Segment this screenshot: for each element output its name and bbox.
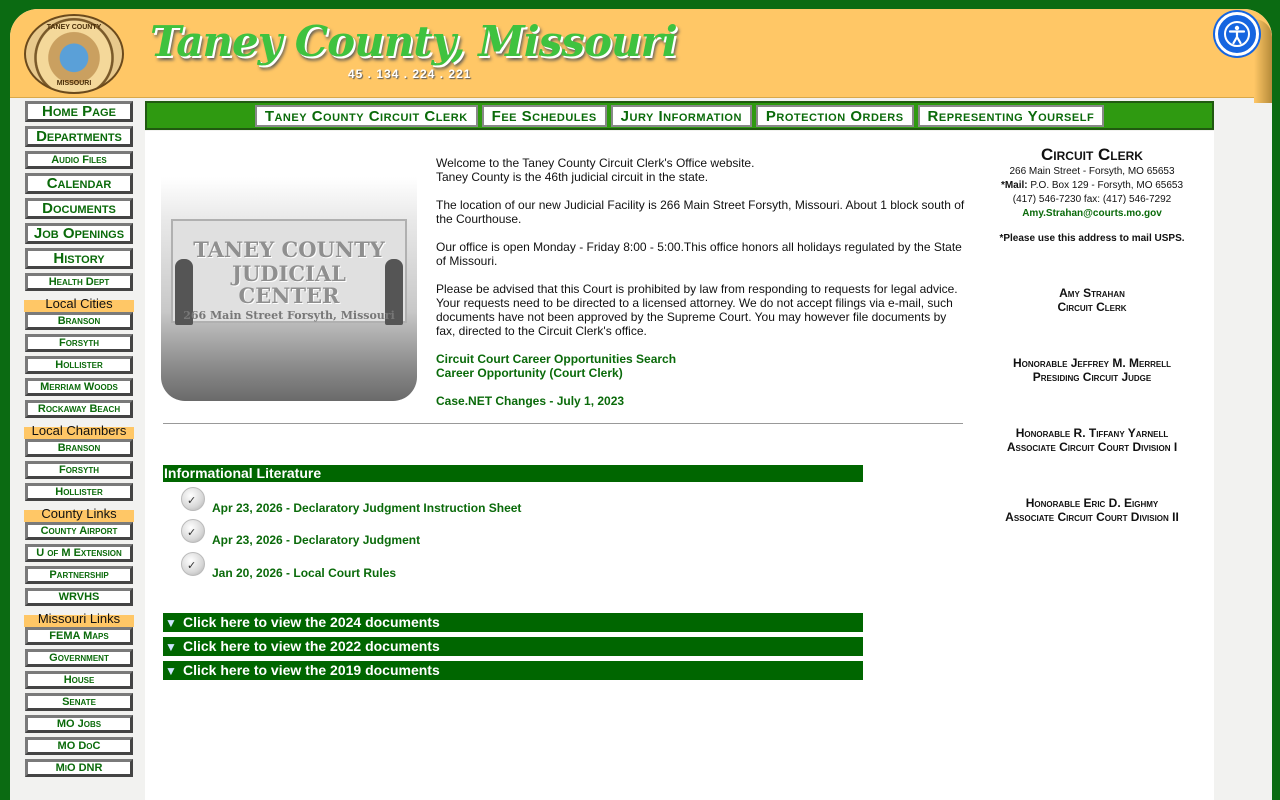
clerk-phone: (417) 546-7230 fax: (417) 546-7292 — [1012, 194, 1172, 205]
clerk-address: 266 Main Street - Forsyth, MO 65653 — [1009, 166, 1175, 177]
nav-city-branson[interactable]: Branson — [25, 312, 133, 330]
nav-city-rockaway-beach[interactable]: Rockaway Beach — [25, 400, 133, 418]
docs-2024-toggle[interactable]: ▼ Click here to view the 2024 documents — [163, 613, 863, 632]
tab-representing-yourself[interactable]: Representing Yourself — [918, 105, 1105, 127]
site-header — [10, 9, 1272, 98]
chevron-down-icon: ▼ — [165, 640, 177, 654]
location-paragraph: The location of our new Judicial Facility is 266 Main Street Forsyth, Missouri. About 1 block south of the Courthouse. — [436, 198, 965, 226]
nav-city-merriam-woods[interactable]: Merriam Woods — [25, 378, 133, 396]
local-chambers-heading: Local Chambers — [24, 422, 134, 439]
clerk-mail: *Mail: P.O. Box 129 - Forsyth, MO 65653 — [1000, 180, 1184, 191]
document-icon: ✓ — [181, 552, 205, 576]
main-content — [145, 131, 1214, 800]
nav-city-hollister[interactable]: Hollister — [25, 356, 133, 374]
casenet-changes-link[interactable]: Case.NET Changes - July 1, 2023 — [436, 394, 625, 408]
list-item — [181, 519, 781, 549]
document-icon: ✓ — [181, 487, 205, 511]
section-tab-bar — [145, 101, 1214, 130]
usps-note: *Please use this address to mail USPS. — [999, 233, 1185, 244]
chevron-down-icon: ▼ — [165, 664, 177, 678]
nav-house[interactable]: House — [25, 671, 133, 689]
staff-associate-judge-1: Honorable R. Tiffany Yarnell Associate Circuit Court Division I — [1006, 426, 1178, 454]
staff-associate-judge-2: Honorable Eric D. Eighmy Associate Circuit Court Division II — [1005, 496, 1179, 524]
tab-circuit-clerk[interactable]: Taney County Circuit Clerk — [255, 105, 478, 127]
clerk-title: Circuit Clerk — [1041, 145, 1143, 164]
county-seal-logo: TANEY COUNTY MISSOURI — [24, 14, 124, 94]
sidebar-nav — [24, 101, 134, 781]
list-item — [181, 487, 781, 517]
legal-advice-paragraph: Please be advised that this Court is prohibited by law from responding to requests for legal advice. Your requests need to be directed to a licensed attorney. We do not accept filings via e-mail, such documents have not been approved by the Supreme Court. You may however file documents by fax, directed to the Circuit Clerk's office. — [436, 282, 958, 338]
literature-link[interactable]: Jan 20, 2026 - Local Court Rules — [212, 566, 397, 580]
clerk-email-link[interactable]: Amy.Strahan@courts.mo.gov — [1022, 208, 1162, 219]
nav-health-dept[interactable]: Health Dept — [25, 273, 133, 291]
clerk-contact-panel — [973, 145, 1211, 524]
list-item — [181, 552, 781, 582]
intro-text — [436, 156, 966, 408]
nav-senate[interactable]: Senate — [25, 693, 133, 711]
nav-fema-maps[interactable]: FEMA Maps — [25, 627, 133, 645]
nav-mo-doc[interactable]: MO DoC — [25, 737, 133, 755]
nav-wrvhs[interactable]: WRVHS — [25, 588, 133, 606]
nav-history[interactable]: History — [25, 248, 133, 269]
page-frame — [10, 9, 1272, 800]
literature-link[interactable]: Apr 23, 2026 - Declaratory Judgment — [212, 533, 421, 547]
hours-paragraph: Our office is open Monday - Friday 8:00 - 5:00.This office honors all holidays regulated by the State of Missouri. — [436, 240, 962, 268]
accessibility-icon — [1223, 20, 1251, 48]
nav-um-extension[interactable]: U of M Extension — [25, 544, 133, 562]
nav-city-forsyth[interactable]: Forsyth — [25, 334, 133, 352]
judicial-center-photo: TANEY COUNTY JUDICIAL CENTER 266 Main Street Forsyth, Missouri — [161, 177, 417, 401]
staff-circuit-clerk: Amy Strahan Circuit Clerk — [1057, 286, 1127, 314]
nav-mo-jobs[interactable]: MO Jobs — [25, 715, 133, 733]
divider — [163, 423, 963, 424]
nav-chamber-hollister[interactable]: Hollister — [25, 483, 133, 501]
docs-2019-toggle[interactable]: ▼ Click here to view the 2019 documents — [163, 661, 863, 680]
staff-presiding-judge: Honorable Jeffrey M. Merrell Presiding Circuit Judge — [1012, 356, 1171, 384]
nav-documents[interactable]: Documents — [25, 198, 133, 219]
document-icon: ✓ — [181, 519, 205, 543]
nav-job-openings[interactable]: Job Openings — [25, 223, 133, 244]
nav-county-airport[interactable]: County Airport — [25, 522, 133, 540]
nav-calendar[interactable]: Calendar — [25, 173, 133, 194]
career-opportunity-link[interactable]: Career Opportunity (Court Clerk) — [436, 366, 623, 380]
nav-audio-files[interactable]: Audio Files — [25, 151, 133, 169]
county-links-heading: County Links — [24, 505, 134, 522]
informational-literature-heading: Informational Literature — [163, 465, 863, 482]
nav-chamber-branson[interactable]: Branson — [25, 439, 133, 457]
nav-government[interactable]: Government — [25, 649, 133, 667]
nav-departments[interactable]: Departments — [25, 126, 133, 147]
tab-jury-information[interactable]: Jury Information — [611, 105, 752, 127]
missouri-links-heading: Missouri Links — [24, 610, 134, 627]
accessibility-button[interactable] — [1215, 12, 1259, 56]
tab-fee-schedules[interactable]: Fee Schedules — [482, 105, 607, 127]
site-title[interactable]: Taney County, Missouri — [150, 17, 677, 66]
welcome-paragraph: Welcome to the Taney County Circuit Clerk's Office website. Taney County is the 46th judicial circuit in the state. — [436, 156, 755, 184]
nav-partnership[interactable]: Partnership — [25, 566, 133, 584]
tab-protection-orders[interactable]: Protection Orders — [756, 105, 914, 127]
literature-link[interactable]: Apr 23, 2026 - Declaratory Judgment Instruction Sheet — [212, 501, 522, 515]
nav-chamber-forsyth[interactable]: Forsyth — [25, 461, 133, 479]
career-search-link[interactable]: Circuit Court Career Opportunities Search — [436, 352, 677, 366]
nav-home-page[interactable]: Home Page — [25, 101, 133, 122]
nav-mio-dnr[interactable]: MiO DNR — [25, 759, 133, 777]
local-cities-heading: Local Cities — [24, 295, 134, 312]
docs-2022-toggle[interactable]: ▼ Click here to view the 2022 documents — [163, 637, 863, 656]
chevron-down-icon: ▼ — [165, 616, 177, 630]
visitor-ip: 45 . 134 . 224 . 221 — [348, 67, 472, 81]
